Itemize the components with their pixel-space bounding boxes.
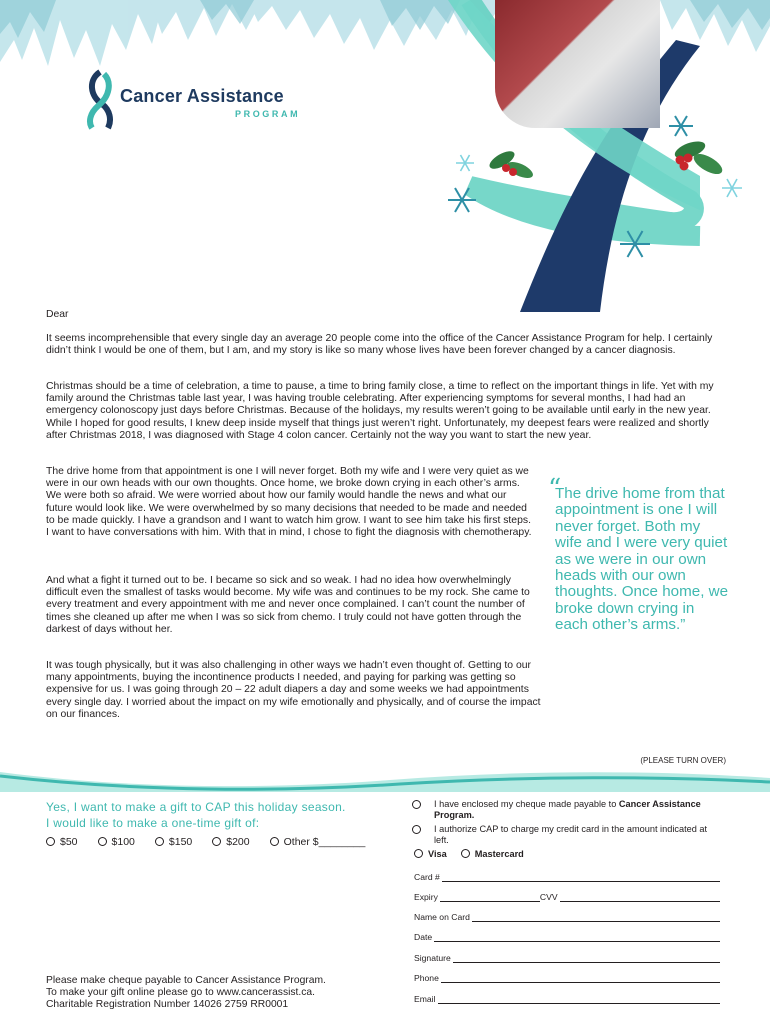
cheque-text: I have enclosed my cheque made payable to <box>434 799 617 809</box>
radio-icon <box>414 849 423 858</box>
letter-paragraph <box>46 575 534 636</box>
amount-200-radio[interactable] <box>212 836 249 848</box>
amount-label: $100 <box>111 836 135 848</box>
amount-150-radio[interactable] <box>155 836 192 848</box>
online-instruction: To make your gift online please go to www.cancerassist.ca. <box>46 987 315 998</box>
payment-instructions <box>46 975 396 1011</box>
name-on-card-label: Name on Card <box>414 912 470 922</box>
wave-divider <box>0 766 770 792</box>
field-line <box>453 953 720 963</box>
amount-label: $150 <box>168 836 193 848</box>
paragraph-4: And what a fight it turned out to be. I became so sick and so weak. I had no idea how overwhelmingly difficult even the smallest of tasks would become. My wife was and continues to be my rock. She came to every treatment and every appointment with me and never once complained. I can’t count the number of times she cleaned up after me when I was so sick from chemo. I truly could not have gotten through the darkest of days without her. <box>46 575 530 635</box>
amount-label: $50 <box>60 836 78 848</box>
date-label: Date <box>414 932 433 942</box>
gift-heading-line1: Yes, I want to make a gift to CAP this holiday season. <box>46 800 346 814</box>
paragraph-3: The drive home from that appointment is one I will never forget. Both my wife and I were very quiet as we were in our own heads with our own thoughts. Once home, we broke down crying in each other’s arms. We were both so afraid. We were worried about how our family would handle the news and what our future would look like. We were overwhelmed by so many decisions that needed to be made and needed to be made quickly. I have a grandson and I want to watch him grow. I want to see him take his first steps. I want to have conversations with him. With that in mind, I chose to fight the diagnosis with chemotherapy. <box>46 466 532 539</box>
field-line <box>434 932 720 942</box>
radio-icon <box>270 837 279 846</box>
visa-radio[interactable] <box>414 849 447 859</box>
mastercard-label: Mastercard <box>474 849 524 859</box>
header-artwork <box>0 0 770 312</box>
cheque-instruction: Please make cheque payable to Cancer Assistance Program. <box>46 975 326 986</box>
cvv-field[interactable] <box>560 892 720 902</box>
email-field[interactable] <box>414 992 720 1004</box>
field-line <box>472 912 720 922</box>
salutation <box>46 309 726 321</box>
radio-icon <box>98 837 107 846</box>
amount-other-radio[interactable] <box>270 836 366 848</box>
card-number-field[interactable] <box>414 870 720 882</box>
credit-card-option[interactable] <box>412 824 722 846</box>
field-line <box>441 973 720 983</box>
letter-paragraph <box>46 660 542 721</box>
card-number-label: Card # <box>414 872 440 882</box>
field-line <box>442 872 720 882</box>
phone-label: Phone <box>414 973 439 983</box>
name-on-card-field[interactable] <box>414 910 720 922</box>
card-type-options <box>414 849 524 859</box>
gift-heading-line2: I would like to make a one-time gift of: <box>46 815 260 830</box>
pull-quote: The drive home from that appointment is one I will never forget. Both my wife and I were very quiet as we were in our own heads with our own thoughts. Once home, we broke down crying in each other’s arms.” <box>555 485 729 634</box>
cheque-option-text <box>434 799 722 821</box>
letter-paragraph <box>46 466 534 539</box>
charity-registration: Charitable Registration Number 14026 2759 RR0001 <box>46 999 289 1010</box>
expiry-field[interactable] <box>440 892 540 902</box>
cheque-payee: Cancer Assistance Program. <box>434 799 701 820</box>
logo-subtitle: PROGRAM <box>235 109 301 119</box>
letter-paragraph <box>46 381 726 442</box>
phone-field[interactable] <box>414 971 720 983</box>
gift-amount-options <box>46 836 406 848</box>
amount-100-radio[interactable] <box>98 836 135 848</box>
letter-paragraph <box>46 333 726 357</box>
ribbon-logo-icon <box>80 66 120 132</box>
logo-name: Cancer Assistance <box>120 86 284 106</box>
visa-label: Visa <box>428 849 447 859</box>
radio-icon <box>155 837 164 846</box>
patient-photo <box>495 0 660 128</box>
amount-label: Other $________ <box>283 836 366 848</box>
cheque-option[interactable] <box>412 799 722 821</box>
expiry-label: Expiry <box>414 892 438 902</box>
email-label: Email <box>414 994 436 1004</box>
mastercard-radio[interactable] <box>461 849 524 859</box>
field-line <box>438 994 721 1004</box>
date-field[interactable] <box>414 930 720 942</box>
cap-logo <box>80 66 330 132</box>
amount-label: $200 <box>226 836 250 848</box>
radio-icon <box>412 825 421 834</box>
cvv-label: CVV <box>539 892 558 902</box>
signature-field[interactable] <box>414 951 720 963</box>
gift-heading <box>46 800 406 831</box>
radio-icon <box>461 849 470 858</box>
turn-over-note: (PLEASE TURN OVER) <box>640 756 726 765</box>
quote-mark: “ <box>548 474 562 504</box>
paragraph-5: It was tough physically, but it was also challenging in other ways we hadn’t even thought of. Getting to our many appointments, buying the incontinence products I needed, and paying for parking was getting so expensive for us. I was going through 20 – 22 adult diapers a day and some weeks we had appointments every single day. I worried about the impact on my wife emotionally and physically, and of course the impact on our finances. <box>46 660 541 720</box>
credit-option-text: I authorize CAP to charge my credit card in the amount indicated at left. <box>434 824 708 845</box>
paragraph-2: Christmas should be a time of celebration, a time to pause, a time to bring family close, a time to reflect on the important things in life. Yet with my family around the Christmas table last year, I was having trouble celebrating. After experiencing symptoms for several months, I had had an emergency colonoscopy just days before Christmas. Because of the holidays, my results weren’t going to be available until early in the new year. While I hoped for good results, I knew deep inside myself that things just weren’t right. Unfortunately, my deepest fears were realized and shortly after Christmas 2018, I was diagnosed with Stage 4 colon cancer. Certainly not the way you want to start the new year. <box>46 381 714 441</box>
radio-icon <box>412 800 421 809</box>
salutation-text: Dear <box>46 309 69 320</box>
paragraph-1: It seems incomprehensible that every single day an average 20 people come into the office of the Cancer Assistance Program for help. I certainly didn’t think I would be one of them, but I am, and my story is like so many whose lives have been forever changed by a cancer diagnosis. <box>46 333 713 357</box>
signature-label: Signature <box>414 953 451 963</box>
amount-50-radio[interactable] <box>46 836 78 848</box>
radio-icon <box>212 837 221 846</box>
expiry-cvv-row <box>414 890 720 902</box>
radio-icon <box>46 837 55 846</box>
